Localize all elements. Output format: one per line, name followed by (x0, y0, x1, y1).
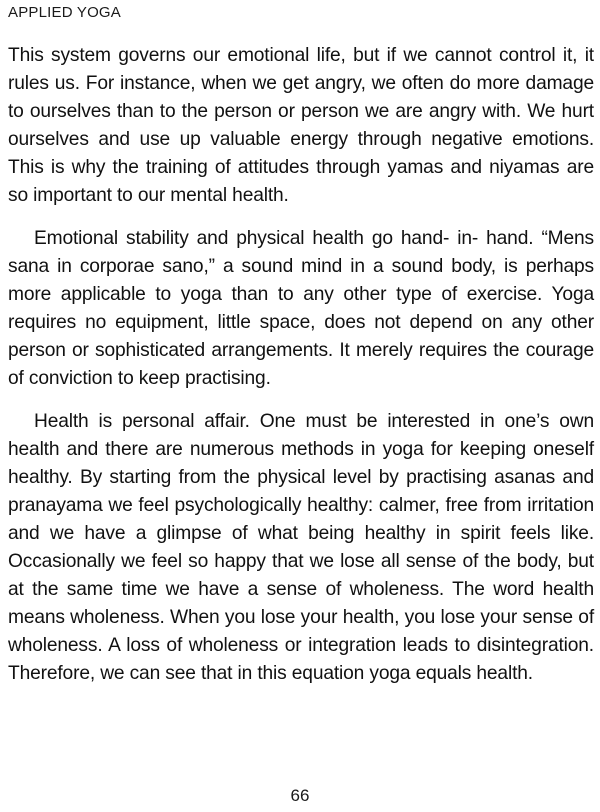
paragraph-1: This system governs our emotional life, but if we cannot control it, it rules us. For instance, when we get angry, we often do more damage to ourselves than to the person or person we are angry with. We hurt ourselves and use up valuable energy through negative emotions. This is why the training of attitudes through yamas and niyamas are so important to our mental health. (8, 45, 594, 206)
paragraph-3: Health is personal affair. One must be interested in one’s own health and there are numerous methods in yoga for keeping oneself healthy. By starting from the physical level by practising asanas and pranayama we feel psychologically healthy: calmer, free from irritation and we have a glimpse of what being healthy in spirit feels like. Occasionally we feel so happy that we lose all sense of the body, but at the same time we have a sense of wholeness. The word health means wholeness. When you lose your health, you lose your sense of wholeness. A loss of wholeness or integration leads to disintegration. Therefore, we can see that in this equation yoga equals health. (8, 411, 594, 684)
body-text (8, 42, 594, 703)
paragraph-2: Emotional stability and physical health go hand- in- hand. “Mens sana in corporae sano,” a sound mind in a sound body, is perhaps more applicable to yoga than to any other type of exercise. Yoga requires no equipment, little space, does not depend on any other person or sophisticated arrangements. It merely requires the courage of conviction to keep practising. (8, 228, 594, 389)
running-head: APPLIED YOGA (8, 4, 122, 21)
page-number: 66 (290, 786, 310, 805)
